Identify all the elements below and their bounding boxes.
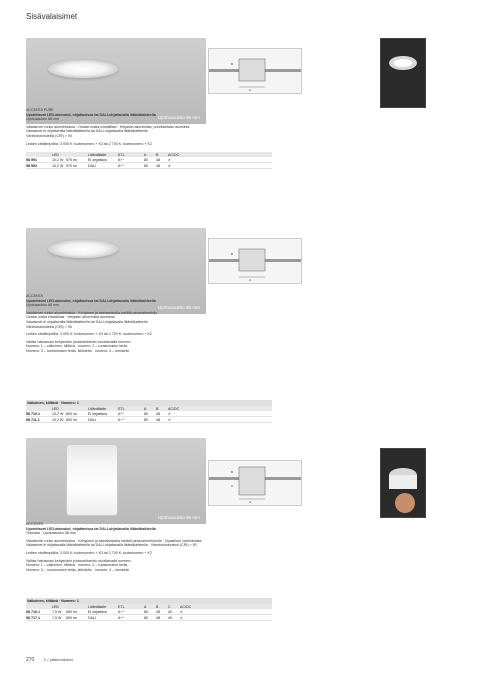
cell: 7,5 W	[52, 609, 62, 614]
dimension-diagram	[208, 238, 302, 284]
group-title: Valkoinen, kiiltävä · Numero: 1	[26, 400, 272, 406]
page-number: 270	[26, 657, 35, 663]
cell: 570 lm	[66, 157, 77, 162]
product-headline: Upotettavat LED-alasvalot, ohjattavissa tai DALI-ohjattavalla liitäntälaitteella	[26, 526, 156, 531]
spec-line: Ledien värilämpötila: 3 000 K: tuotenumero + K3 tai 2 700 K: tuotenumero + K2	[26, 550, 152, 555]
installation-thumbnail	[380, 448, 426, 518]
col-header: Liitäntälaite	[88, 406, 107, 411]
cell: 58 592	[26, 163, 37, 168]
cell: A⁺⁺	[118, 417, 125, 422]
product-subline: Yläosala · Upotusaukko 68 mm	[26, 531, 76, 536]
spec-line: Valaisimen runko alumiinivalua · Kehyksen ja asetaanisalla metälä pintavahtoehdoilla · Opaalilasi, isotiinimatta	[26, 538, 202, 543]
product-table	[26, 152, 272, 169]
dimension-diagram	[208, 48, 302, 94]
spec-line: Valaisimet ei ohjattavalla liitäntälaitteella tai DALI-ohjattavalla liitäntälaitteella	[26, 319, 148, 324]
footnote: 2 = pistferonkolmu	[43, 658, 74, 662]
cell: 48	[156, 163, 160, 168]
cell: ✔	[168, 157, 172, 162]
spec-line: Numero: 3 – ruostumaton teräs, kiillotettu · numero: 4 – messinki	[26, 567, 130, 572]
cell: 80	[144, 157, 148, 162]
spec-line: Valaisimet ei ohjattavalla liitäntälaitteella tai DALI-ohjattavalla liitäntälaitteella · Värintoistoindeksi (CRI) > 90	[26, 543, 197, 548]
cell: 48	[156, 417, 160, 422]
product-table	[26, 598, 272, 621]
spec-line: Värintoistoindeksi (CRI) > 90	[26, 324, 72, 329]
page-footer	[26, 657, 73, 663]
cell: 80	[144, 411, 148, 416]
cell: 48	[156, 615, 160, 620]
spec-line: Valitse haluamasi kehysvärin pintavahtoehto muuttamalla numero:	[26, 558, 132, 563]
spec-line: Värintoistoindeksi (CRI) > 90	[26, 133, 72, 138]
col-header: A	[144, 152, 147, 157]
page-title: Sisävalaisimet	[26, 12, 78, 21]
cell: 650 lm	[66, 609, 77, 614]
photo-caption: Upotusaukko 68 mm	[157, 305, 200, 310]
brand-name: ACCENTA	[26, 522, 43, 526]
col-header: LED	[52, 604, 59, 609]
lamp-image	[48, 60, 118, 78]
table-row	[26, 163, 272, 169]
spec-line: Valaisimet ei ohjattavalla liitäntälaitteella tai DALI-ohjattavalla liitäntälaitteella	[26, 129, 148, 134]
cell: ✔	[168, 411, 172, 416]
cell: DALI	[88, 417, 96, 422]
col-header: B	[156, 604, 159, 609]
photo-caption: Upotusaukko 68 mm	[157, 115, 200, 120]
cell: ✔	[168, 417, 172, 422]
group-title: Valkoinen, kiiltävä · Numero: 1	[26, 598, 272, 604]
svg-text:C: C	[231, 484, 234, 488]
cell: DALI	[88, 615, 96, 620]
cell: 48	[156, 411, 160, 416]
brand-name: ACCENTA PURE	[26, 108, 54, 112]
spec-line: Valaisimen runko alumiinivalua · Osaksi matta kristallilasi · Heijastin alumiinista, puhdistetaan alumiinia	[26, 124, 190, 129]
product-headline: Upotettavat LED-alasvalot, ohjattavissa tai DALI-ohjattavalla liitäntälaitteella	[26, 298, 156, 303]
cell: 58 717.1	[26, 615, 40, 620]
cell: ✔	[168, 163, 172, 168]
cell: 80	[144, 417, 148, 422]
cell: 40	[168, 609, 172, 614]
cell: 10,2 W	[52, 157, 64, 162]
cell: Ei ohjattava	[88, 157, 107, 162]
svg-text:B: B	[231, 62, 234, 66]
product-table	[26, 400, 272, 423]
spec-line: Ledien värilämpötila: 3 000 K: tuotenumero + K3 tai 2 700 K: tuotenumero + K2	[26, 332, 152, 337]
cell: 800 lm	[66, 417, 77, 422]
col-header: Liitäntälaite	[88, 604, 107, 609]
cell: 48	[156, 157, 160, 162]
cell: ✔	[180, 615, 184, 620]
spec-line: Valaisimen runko alumiinivalua · Kehyksen ja asetaanisalla metälä pintavahtoehdo	[26, 310, 158, 315]
col-header: C	[168, 604, 171, 609]
cell: A⁺⁺	[118, 157, 125, 162]
col-header: B	[156, 406, 159, 411]
photo-caption: Upotusaukko 68 mm	[157, 515, 200, 520]
table-row	[26, 615, 272, 621]
spec-line: Ledien värilämpötila: 3 000 K: tuotenumero + K3 tai 2 700 K: tuotenumero + K2	[26, 141, 152, 146]
lamp-image	[48, 240, 118, 258]
cell: 10,2 W	[52, 163, 64, 168]
svg-text:B: B	[231, 470, 234, 474]
col-header: ETL	[118, 152, 125, 157]
col-header: AC/DC	[180, 604, 192, 609]
cell: A⁺⁺	[118, 609, 125, 614]
cell: 650 lm	[66, 615, 77, 620]
product-subline: Upotusaukko 68 mm	[26, 303, 59, 308]
cell: A⁺⁺	[118, 411, 125, 416]
product-headline: Upotettavat LED-alasvalot, ohjattavissa tai DALI-ohjattavalla liitäntälaitteella	[26, 112, 156, 117]
spec-line: Osaksi matta kristallilasi · Heijastin alumiinista alumiinia	[26, 315, 115, 320]
product-description	[26, 294, 306, 354]
col-header: AC/DC	[168, 152, 180, 157]
dimension-diagram	[208, 460, 302, 506]
cell: 570 lm	[66, 163, 77, 168]
cell: A⁺⁺	[118, 615, 125, 620]
col-header: A	[144, 604, 147, 609]
spec-line: Valitse haluamasi kehysvärin pintavahtoehto muuttamalla numero:	[26, 339, 132, 344]
col-header: Liitäntälaite	[88, 152, 107, 157]
product-photo	[26, 438, 206, 524]
svg-text:B: B	[231, 252, 234, 256]
cell: DALI	[88, 163, 96, 168]
cell: 10,2 W	[52, 411, 64, 416]
cell: 80	[144, 615, 148, 620]
cell: ✔	[180, 609, 184, 614]
cell: 80	[144, 163, 148, 168]
cell: 7,5 W	[52, 615, 62, 620]
table-row	[26, 417, 272, 423]
cell: 80	[144, 609, 148, 614]
col-header: ETL	[118, 604, 125, 609]
cell: 58 710.1	[26, 411, 40, 416]
cell: Ei ohjattava	[88, 609, 107, 614]
product-description	[26, 108, 306, 146]
product-subline: Upotusaukko 68 mm	[26, 117, 59, 122]
brand-name: ACCENTA	[26, 294, 43, 298]
product-description	[26, 522, 306, 572]
col-header: AC/DC	[168, 406, 180, 411]
cell: Ei ohjattava	[88, 411, 107, 416]
cell: 58 591	[26, 157, 37, 162]
col-header: LED	[52, 152, 59, 157]
spec-line: Numero: 1 – valkoinen, kiiltävä · numero: 2 – ruostumaton teräs	[26, 563, 128, 568]
spec-line: Numero: 1 – valkoinen, kiiltävä · numero: 2 – ruostumaton teräs	[26, 344, 128, 349]
lamp-image	[66, 444, 118, 516]
svg-text:A: A	[249, 278, 252, 282]
col-header: B	[156, 152, 159, 157]
cell: 10,2 W	[52, 417, 64, 422]
cell: 48	[156, 609, 160, 614]
svg-text:A: A	[249, 500, 252, 504]
cell: 40	[168, 615, 172, 620]
spec-line: Numero: 3 – ruostumaton teräs, kiillotettu · numero: 4 – messinki	[26, 348, 130, 353]
col-header: A	[144, 406, 147, 411]
cell: A⁺⁺	[118, 163, 125, 168]
cell: 58 711.1	[26, 417, 40, 422]
cell: 800 lm	[66, 411, 77, 416]
cell: 58 716.1	[26, 609, 40, 614]
svg-text:A: A	[249, 88, 252, 92]
installation-thumbnail	[380, 38, 426, 108]
col-header: LED	[52, 406, 59, 411]
col-header: ETL	[118, 406, 125, 411]
